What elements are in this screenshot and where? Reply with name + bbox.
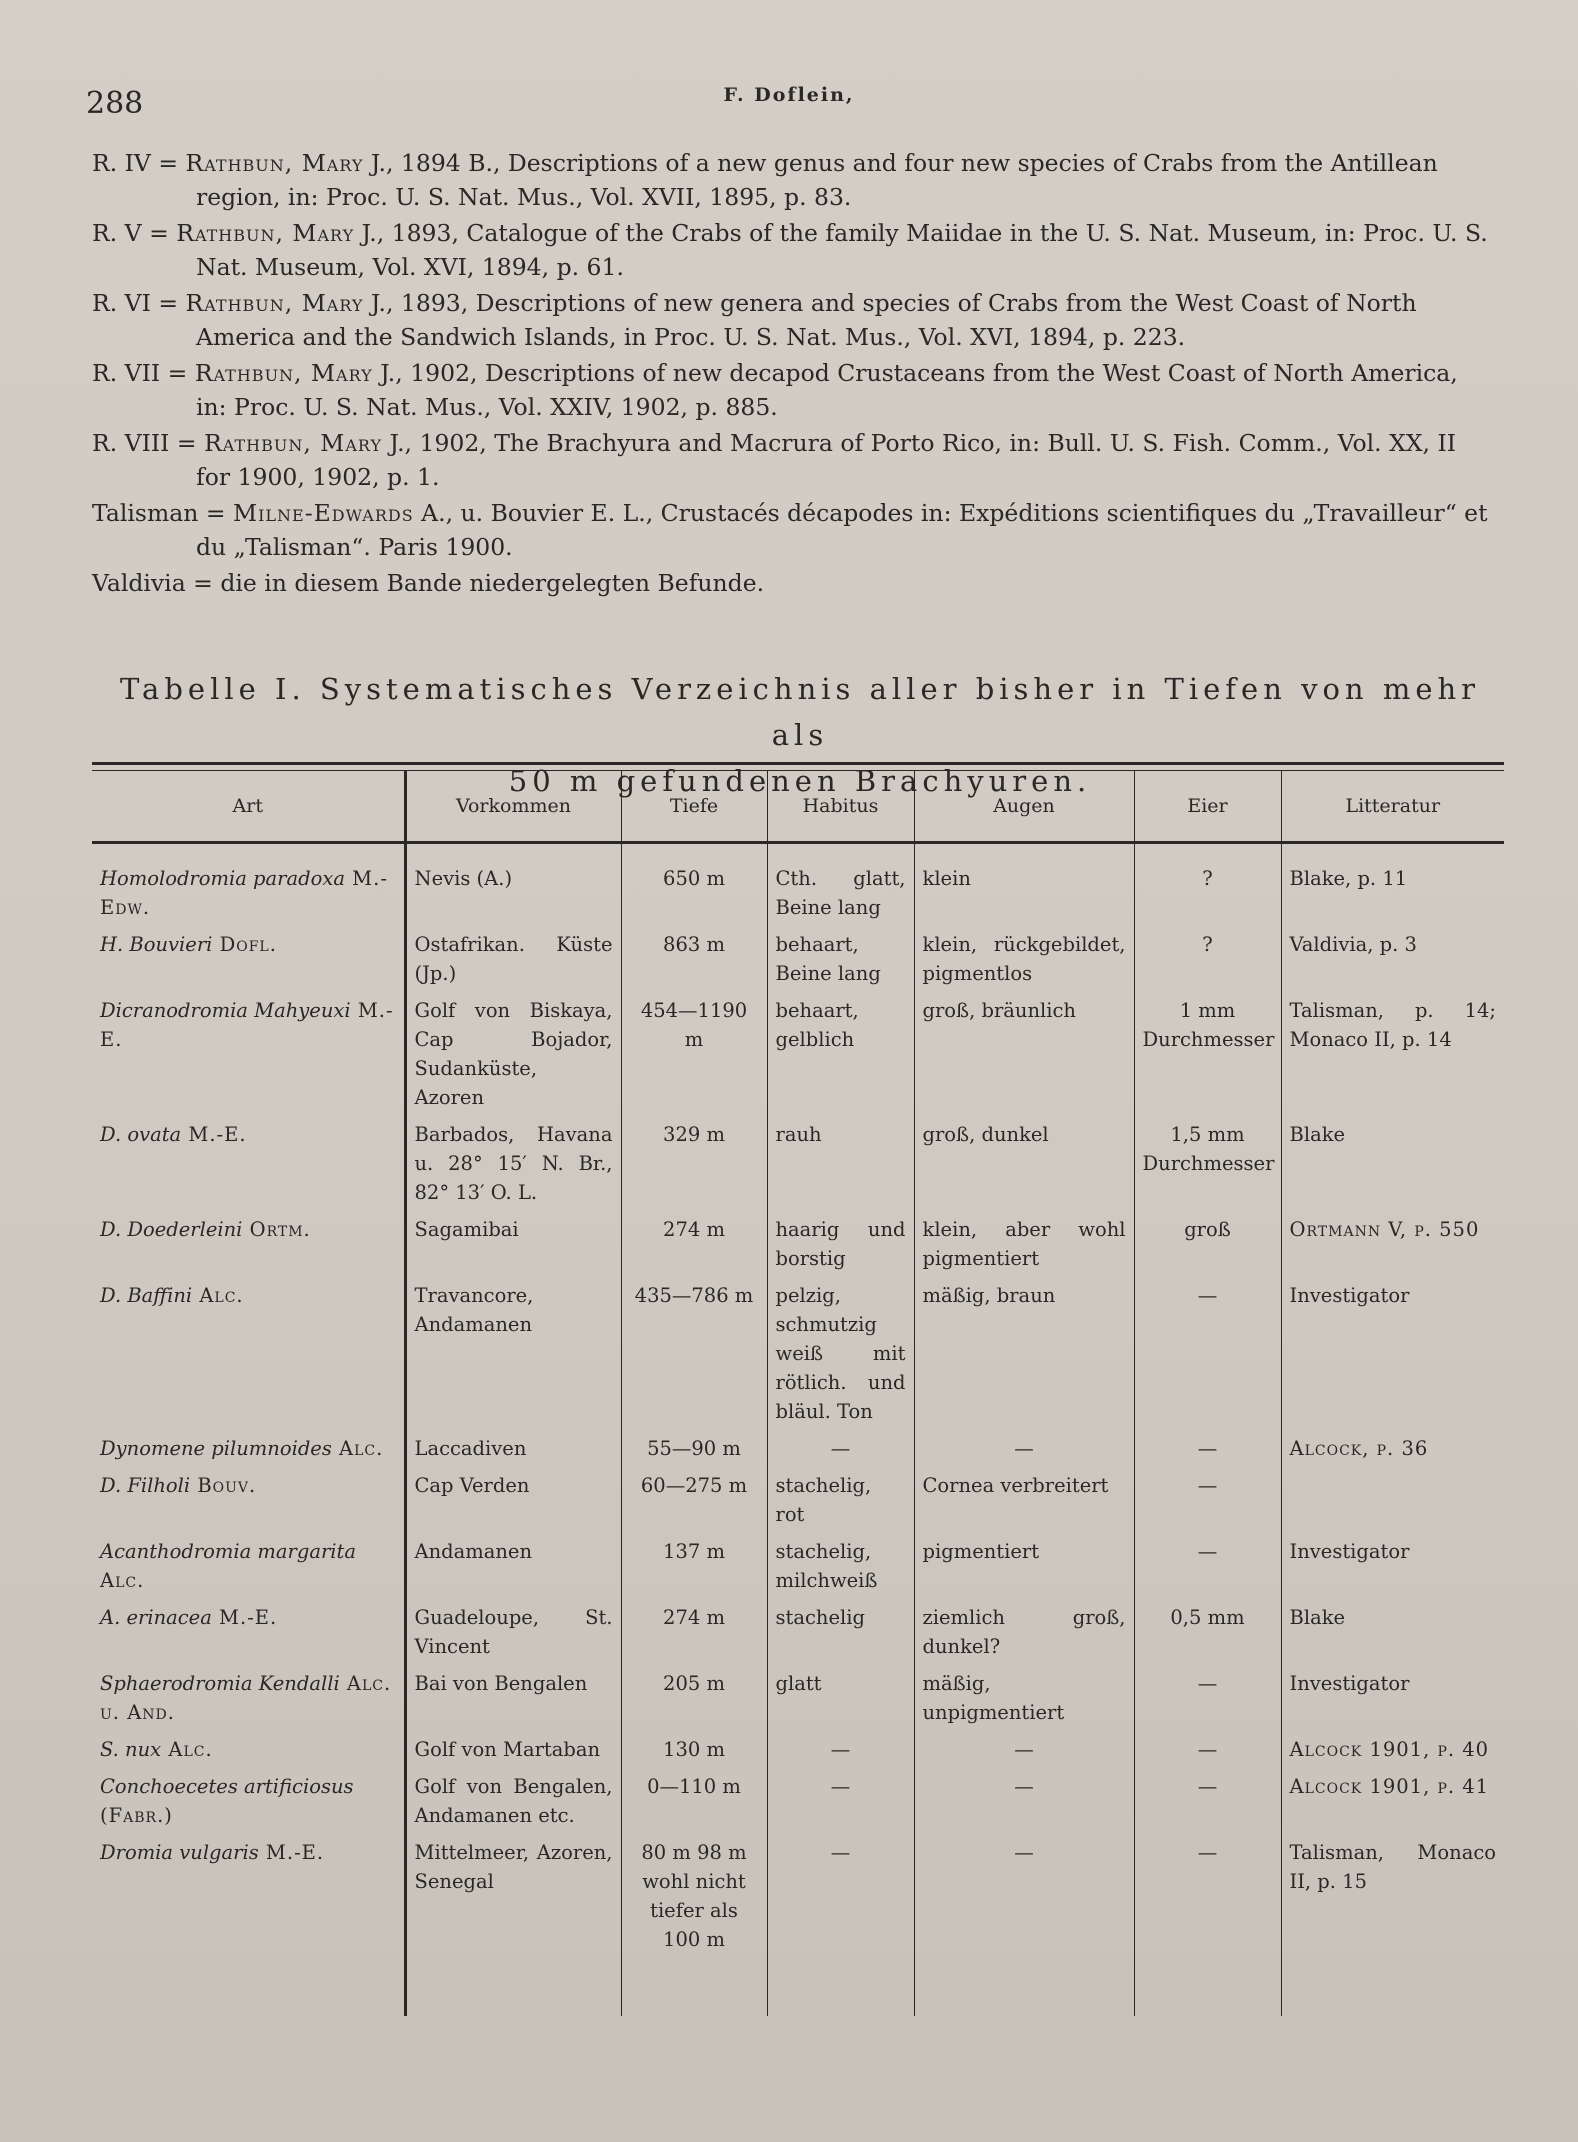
empty-cell — [1134, 1958, 1281, 2016]
species-authority: Bouv. — [190, 1474, 257, 1497]
empty-cell — [621, 1958, 767, 2016]
species-authority: Alc. — [161, 1738, 213, 1761]
cell-augen: klein, rückgebildet, pigmentlos — [914, 926, 1134, 992]
empty-cell — [1281, 1958, 1504, 2016]
table-top-rule — [92, 762, 1504, 765]
empty-cell — [92, 1958, 405, 2016]
cell-art — [92, 1834, 405, 1958]
cell-art — [92, 1211, 405, 1277]
reference-author: Rathbun, Mary — [204, 429, 383, 457]
reference-author: Milne-Edwards — [233, 499, 414, 527]
table-row — [92, 1116, 1504, 1211]
cell-litteratur: Ortmann V, p. 550 — [1281, 1211, 1504, 1277]
cell-eier: 1,5 mm Durchmesser — [1134, 1116, 1281, 1211]
species-name: Dynomene pilumnoides — [100, 1437, 332, 1460]
cell-vorkommen: Laccadiven — [405, 1430, 621, 1467]
reference-text: die in diesem Bande niedergelegten Befunde. — [220, 569, 765, 597]
cell-eier: — — [1134, 1533, 1281, 1599]
cell-tiefe: 130 m — [621, 1731, 767, 1768]
reference-key: R. V = — [92, 219, 177, 247]
cell-vorkommen: Travancore, Andamanen — [405, 1277, 621, 1430]
table-row — [92, 843, 1504, 927]
cell-litteratur: Investigator — [1281, 1665, 1504, 1731]
cell-litteratur: Blake — [1281, 1116, 1504, 1211]
species-name: D. Doederleini — [100, 1218, 243, 1241]
species-name: Acanthodromia margarita — [100, 1540, 356, 1563]
cell-habitus: stachelig, milchweiß — [767, 1533, 914, 1599]
running-head: F. Doflein, — [723, 84, 855, 106]
cell-tiefe: 0—110 m — [621, 1768, 767, 1834]
cell-vorkommen: Sagamibai — [405, 1211, 621, 1277]
cell-augen: groß, bräunlich — [914, 992, 1134, 1116]
species-authority: Dofl. — [212, 933, 277, 956]
species-name: S. nux — [100, 1738, 162, 1761]
reference-text: A., u. Bouvier E. L., Crustacés décapodes in: Expéditions scientifiques du „Travailleur“ et du „Talisman“. Paris 1900. — [196, 499, 1488, 561]
species-authority: M.-Edw. — [100, 867, 388, 919]
empty-cell — [405, 1958, 621, 2016]
cell-vorkommen: Barbados, Havana u. 28° 15′ N. Br., 82° 13′ O. L. — [405, 1116, 621, 1211]
page-number: 288 — [86, 86, 144, 121]
reference-author: Rathbun, Mary — [185, 149, 364, 177]
cell-tiefe: 205 m — [621, 1665, 767, 1731]
cell-art — [92, 1116, 405, 1211]
cell-habitus: behaart, Beine lang — [767, 926, 914, 992]
cell-vorkommen: Golf von Bengalen, Andamanen etc. — [405, 1768, 621, 1834]
table-row — [92, 1467, 1504, 1533]
cell-habitus: stachelig — [767, 1599, 914, 1665]
cell-tiefe: 137 m — [621, 1533, 767, 1599]
reference-text: J., 1902, The Brachyura and Macrura of Porto Rico, in: Bull. U. S. Fish. Comm., Vol. XX, II for 1900, 1902, p. 1. — [196, 429, 1457, 491]
cell-art — [92, 926, 405, 992]
reference-entry — [92, 426, 1492, 494]
species-authority: M.-E. — [258, 1841, 325, 1864]
cell-habitus: — — [767, 1430, 914, 1467]
cell-habitus: pelzig, schmutzig weiß mit rötlich. und bläul. Ton — [767, 1277, 914, 1430]
table-row — [92, 1665, 1504, 1731]
cell-augen: ziemlich groß, dunkel? — [914, 1599, 1134, 1665]
species-authority: Alc. u. And. — [100, 1672, 392, 1724]
cell-tiefe: 650 m — [621, 843, 767, 927]
species-name: A. erinacea — [100, 1606, 212, 1629]
cell-tiefe: 80 m 98 m wohl nicht tiefer als 100 m — [621, 1834, 767, 1958]
cell-habitus: stachelig, rot — [767, 1467, 914, 1533]
cell-eier: — — [1134, 1731, 1281, 1768]
cell-habitus: — — [767, 1731, 914, 1768]
cell-art — [92, 1467, 405, 1533]
cell-vorkommen: Golf von Martaban — [405, 1731, 621, 1768]
cell-eier: 1 mm Durchmesser — [1134, 992, 1281, 1116]
cell-vorkommen: Andamanen — [405, 1533, 621, 1599]
species-table — [92, 762, 1504, 2016]
cell-litteratur: Investigator — [1281, 1277, 1504, 1430]
table-row — [92, 926, 1504, 992]
reference-entry — [92, 356, 1492, 424]
cell-augen: — — [914, 1731, 1134, 1768]
table-row — [92, 1768, 1504, 1834]
cell-augen: — — [914, 1834, 1134, 1958]
cell-vorkommen: Mittelmeer, Azoren, Senegal — [405, 1834, 621, 1958]
cell-augen: mäßig, braun — [914, 1277, 1134, 1430]
species-name: H. Bouvieri — [100, 933, 213, 956]
cell-habitus: — — [767, 1834, 914, 1958]
cell-litteratur: Blake, p. 11 — [1281, 843, 1504, 927]
reference-author: Rathbun, Mary — [176, 219, 355, 247]
species-authority: M.-E. — [100, 999, 394, 1051]
cell-art — [92, 843, 405, 927]
cell-art — [92, 1430, 405, 1467]
col-header-vorkommen: Vorkommen — [405, 771, 621, 843]
cell-augen: groß, dunkel — [914, 1116, 1134, 1211]
reference-entry — [92, 286, 1492, 354]
cell-art — [92, 1599, 405, 1665]
species-authority: M.-E. — [211, 1606, 278, 1629]
reference-key: Talisman = — [92, 499, 234, 527]
species-name: Homolodromia paradoxa — [100, 867, 345, 890]
col-header-augen: Augen — [914, 771, 1134, 843]
col-header-habitus: Habitus — [767, 771, 914, 843]
table-bottom-spacer — [92, 1958, 1504, 2016]
cell-vorkommen: Guadeloupe, St. Vincent — [405, 1599, 621, 1665]
species-authority: (Fabr.) — [100, 1804, 173, 1827]
cell-tiefe: 863 m — [621, 926, 767, 992]
col-header-eier: Eier — [1134, 771, 1281, 843]
table-row — [92, 992, 1504, 1116]
cell-tiefe: 274 m — [621, 1211, 767, 1277]
cell-litteratur: Investigator — [1281, 1533, 1504, 1599]
reference-key: R. VIII = — [92, 429, 205, 457]
cell-litteratur: Alcock, p. 36 — [1281, 1430, 1504, 1467]
reference-entry — [92, 566, 1492, 600]
cell-eier: — — [1134, 1834, 1281, 1958]
cell-litteratur: Valdivia, p. 3 — [1281, 926, 1504, 992]
empty-cell — [914, 1958, 1134, 2016]
cell-tiefe: 435—786 m — [621, 1277, 767, 1430]
cell-vorkommen: Golf von Biskaya, Cap Bojador, Sudanküste, Azoren — [405, 992, 621, 1116]
species-name: D. Filholi — [100, 1474, 191, 1497]
cell-augen: — — [914, 1430, 1134, 1467]
species-authority: Alc. — [100, 1569, 145, 1592]
species-name: D. Baffini — [100, 1284, 193, 1307]
empty-cell — [767, 1958, 914, 2016]
cell-habitus: Cth. glatt, Beine lang — [767, 843, 914, 927]
cell-augen: pigmentiert — [914, 1533, 1134, 1599]
cell-augen: klein — [914, 843, 1134, 927]
species-name: Dromia vulgaris — [100, 1841, 259, 1864]
cell-art — [92, 1731, 405, 1768]
table-row — [92, 1430, 1504, 1467]
cell-litteratur: Alcock 1901, p. 41 — [1281, 1768, 1504, 1834]
reference-key: R. IV = — [92, 149, 186, 177]
cell-habitus: — — [767, 1768, 914, 1834]
cell-litteratur — [1281, 1467, 1504, 1533]
table-row — [92, 1533, 1504, 1599]
table-row — [92, 1731, 1504, 1768]
cell-litteratur: Alcock 1901, p. 40 — [1281, 1731, 1504, 1768]
cell-eier: 0,5 mm — [1134, 1599, 1281, 1665]
cell-eier: — — [1134, 1768, 1281, 1834]
cell-litteratur: Talisman, p. 14; Monaco II, p. 14 — [1281, 992, 1504, 1116]
table-header-row — [92, 771, 1504, 843]
cell-art — [92, 1277, 405, 1430]
cell-tiefe: 454—1190 m — [621, 992, 767, 1116]
cell-habitus: haarig und borstig — [767, 1211, 914, 1277]
cell-litteratur: Talisman, Monaco II, p. 15 — [1281, 1834, 1504, 1958]
cell-art — [92, 1665, 405, 1731]
cell-eier: — — [1134, 1665, 1281, 1731]
reference-text: J., 1893, Catalogue of the Crabs of the family Maiidae in the U. S. Nat. Museum, in: Proc. U. S. Nat. Museum, Vol. XVI, 1894, p. 61. — [196, 219, 1488, 281]
cell-tiefe: 55—90 m — [621, 1430, 767, 1467]
reference-key: Valdivia = — [92, 569, 221, 597]
cell-eier: groß — [1134, 1211, 1281, 1277]
table-row — [92, 1834, 1504, 1958]
col-header-tiefe: Tiefe — [621, 771, 767, 843]
caption-line-2: 50 m gefundenen Brachyuren. — [508, 764, 1092, 798]
table-row — [92, 1277, 1504, 1430]
cell-eier: ? — [1134, 926, 1281, 992]
caption-line-1: Tabelle I. Systematisches Verzeichnis aller bisher in Tiefen von mehr als — [119, 672, 1481, 752]
species-name: Dicranodromia Mahyeuxi — [100, 999, 351, 1022]
species-name: Sphaerodromia Kendalli — [100, 1672, 340, 1695]
cell-eier: ? — [1134, 843, 1281, 927]
cell-eier: — — [1134, 1277, 1281, 1430]
cell-art — [92, 992, 405, 1116]
cell-habitus: behaart, gelblich — [767, 992, 914, 1116]
reference-entry — [92, 496, 1492, 564]
cell-tiefe: 329 m — [621, 1116, 767, 1211]
cell-art — [92, 1768, 405, 1834]
cell-tiefe: 60—275 m — [621, 1467, 767, 1533]
species-authority: Alc. — [192, 1284, 244, 1307]
cell-tiefe: 274 m — [621, 1599, 767, 1665]
reference-author: Rathbun, Mary — [185, 289, 364, 317]
species-name: Conchoecetes artificiosus — [100, 1775, 354, 1798]
reference-list — [92, 146, 1492, 602]
reference-entry — [92, 216, 1492, 284]
cell-vorkommen: Cap Verden — [405, 1467, 621, 1533]
reference-key: R. VI = — [92, 289, 186, 317]
cell-augen: Cornea verbreitert — [914, 1467, 1134, 1533]
reference-entry — [92, 146, 1492, 214]
table-row — [92, 1211, 1504, 1277]
cell-habitus: glatt — [767, 1665, 914, 1731]
species-name: D. ovata — [100, 1123, 182, 1146]
cell-vorkommen: Bai von Bengalen — [405, 1665, 621, 1731]
cell-eier: — — [1134, 1467, 1281, 1533]
cell-augen: klein, aber wohl pigmentiert — [914, 1211, 1134, 1277]
reference-text: J., 1902, Descriptions of new decapod Crustaceans from the West Coast of North America, in: Proc. U. S. Nat. Mus., Vol. XXIV, 1902, p. 885. — [196, 359, 1458, 421]
species-authority: M.-E. — [181, 1123, 247, 1146]
reference-key: R. VII = — [92, 359, 195, 387]
cell-art — [92, 1533, 405, 1599]
cell-augen: mäßig, unpigmentiert — [914, 1665, 1134, 1731]
cell-augen: — — [914, 1768, 1134, 1834]
cell-litteratur: Blake — [1281, 1599, 1504, 1665]
reference-author: Rathbun, Mary — [194, 359, 373, 387]
species-authority: Alc. — [331, 1437, 384, 1460]
reference-text: J., 1893, Descriptions of new genera and species of Crabs from the West Coast of North America and the Sandwich Islands, in Proc. U. S. Nat. Mus., Vol. XVI, 1894, p. 223. — [196, 289, 1417, 351]
cell-vorkommen: Nevis (A.) — [405, 843, 621, 927]
col-header-litteratur: Litteratur — [1281, 771, 1504, 843]
table-row — [92, 1599, 1504, 1665]
species-authority: Ortm. — [242, 1218, 311, 1241]
cell-vorkommen: Ostafrikan. Küste (Jp.) — [405, 926, 621, 992]
cell-eier: — — [1134, 1430, 1281, 1467]
col-header-art: Art — [92, 771, 405, 843]
reference-text: J., 1894 B., Descriptions of a new genus and four new species of Crabs from the Antillean region, in: Proc. U. S. Nat. Mus., Vol. XVII, 1895, p. 83. — [196, 149, 1438, 211]
cell-habitus: rauh — [767, 1116, 914, 1211]
